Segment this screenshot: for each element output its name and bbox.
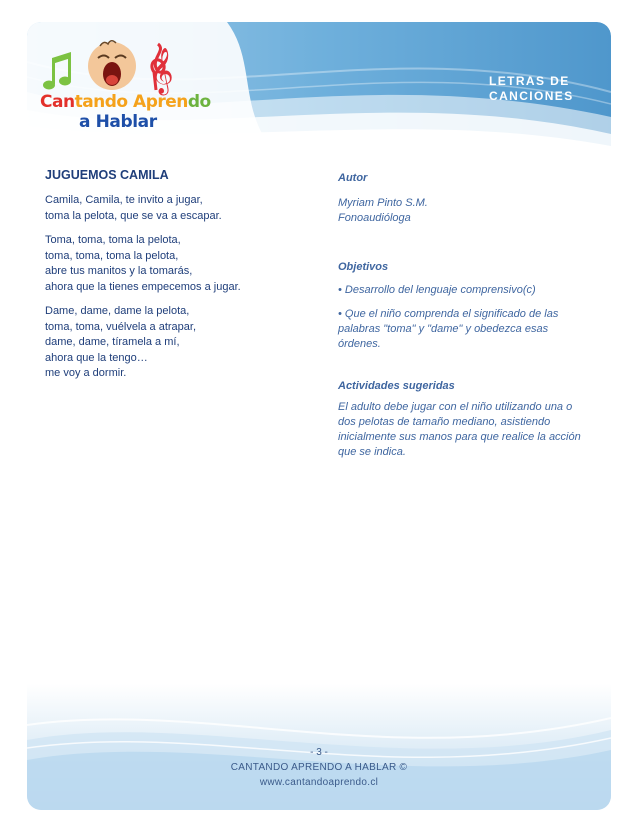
objective-item-1: • Desarrollo del lenguaje comprensivo(c) bbox=[338, 284, 536, 296]
section-label bbox=[489, 74, 599, 104]
activities-line: dos pelotas de tamaño mediano, asistiendo bbox=[338, 416, 551, 428]
activities-line: que se indica. bbox=[338, 446, 406, 458]
logo-word-do: do bbox=[187, 92, 211, 112]
logo-word-apren: Apren bbox=[133, 92, 188, 112]
activities-heading: Actividades sugeridas bbox=[338, 380, 455, 392]
lyric-line: me voy a dormir. bbox=[45, 367, 127, 379]
objectives-heading: Objetivos bbox=[338, 261, 389, 273]
svg-text:𝄞: 𝄞 bbox=[150, 48, 174, 94]
lyric-line: toma la pelota, que se va a escapar. bbox=[45, 209, 222, 222]
lyric-line: ahora que la tienes empecemos a jugar. bbox=[45, 280, 241, 293]
page-number: - 3 - bbox=[310, 747, 328, 758]
lyric-line: ahora que la tengo… bbox=[45, 351, 148, 364]
lyric-line: Dame, dame, dame la pelota, bbox=[45, 305, 190, 317]
logo-text-line1 bbox=[40, 92, 211, 112]
activities-line: El adulto debe jugar con el niño utilizando una o bbox=[338, 401, 573, 413]
section-label-line1: LETRAS DE bbox=[489, 74, 570, 88]
author-role: Fonoaudióloga bbox=[338, 212, 411, 224]
song-title: JUGUEMOS CAMILA bbox=[45, 168, 169, 182]
stanza-2 bbox=[45, 233, 300, 295]
song-lyrics bbox=[45, 168, 300, 391]
treble-clef-icon bbox=[150, 44, 174, 96]
music-note-icon bbox=[43, 52, 71, 90]
lyric-line: toma, toma, vuélvela a atrapar, bbox=[45, 320, 197, 333]
baby-face-icon bbox=[88, 41, 136, 90]
objective-item-2 bbox=[338, 307, 596, 352]
objective-line: órdenes. bbox=[338, 338, 381, 350]
lyric-line: Camila, Camila, te invito a jugar, bbox=[45, 194, 203, 206]
logo-word-tando: tando bbox=[74, 92, 134, 112]
stanza-1 bbox=[45, 193, 300, 224]
stanza-3 bbox=[45, 304, 300, 382]
logo-word-can: Can bbox=[40, 92, 75, 112]
author-heading: Autor bbox=[338, 172, 368, 184]
song-info bbox=[338, 171, 596, 460]
objective-line: palabras "toma" y "dame" y obedezca esas bbox=[338, 323, 549, 335]
lyric-line: abre tus manitos y la tomarás, bbox=[45, 265, 193, 277]
publisher-credit: CANTANDO APRENDO A HABLAR © bbox=[230, 762, 408, 773]
activities-text bbox=[338, 400, 596, 460]
logo-text-line2: a Hablar bbox=[79, 112, 157, 132]
website-link[interactable]: www.cantandoaprendo.cl bbox=[259, 777, 379, 788]
activities-line: inicialmente sus manos para que realice la acción bbox=[338, 431, 581, 443]
lyric-line: Toma, toma, toma la pelota, bbox=[45, 234, 181, 246]
objective-line: • Que el niño comprenda el significado de las bbox=[338, 308, 559, 320]
lyric-line: toma, toma, toma la pelota, bbox=[45, 249, 179, 262]
section-label-line2: CANCIONES bbox=[489, 89, 574, 103]
author-name: Myriam Pinto S.M. bbox=[338, 197, 428, 209]
lyric-line: dame, dame, tíramela a mí, bbox=[45, 336, 180, 348]
